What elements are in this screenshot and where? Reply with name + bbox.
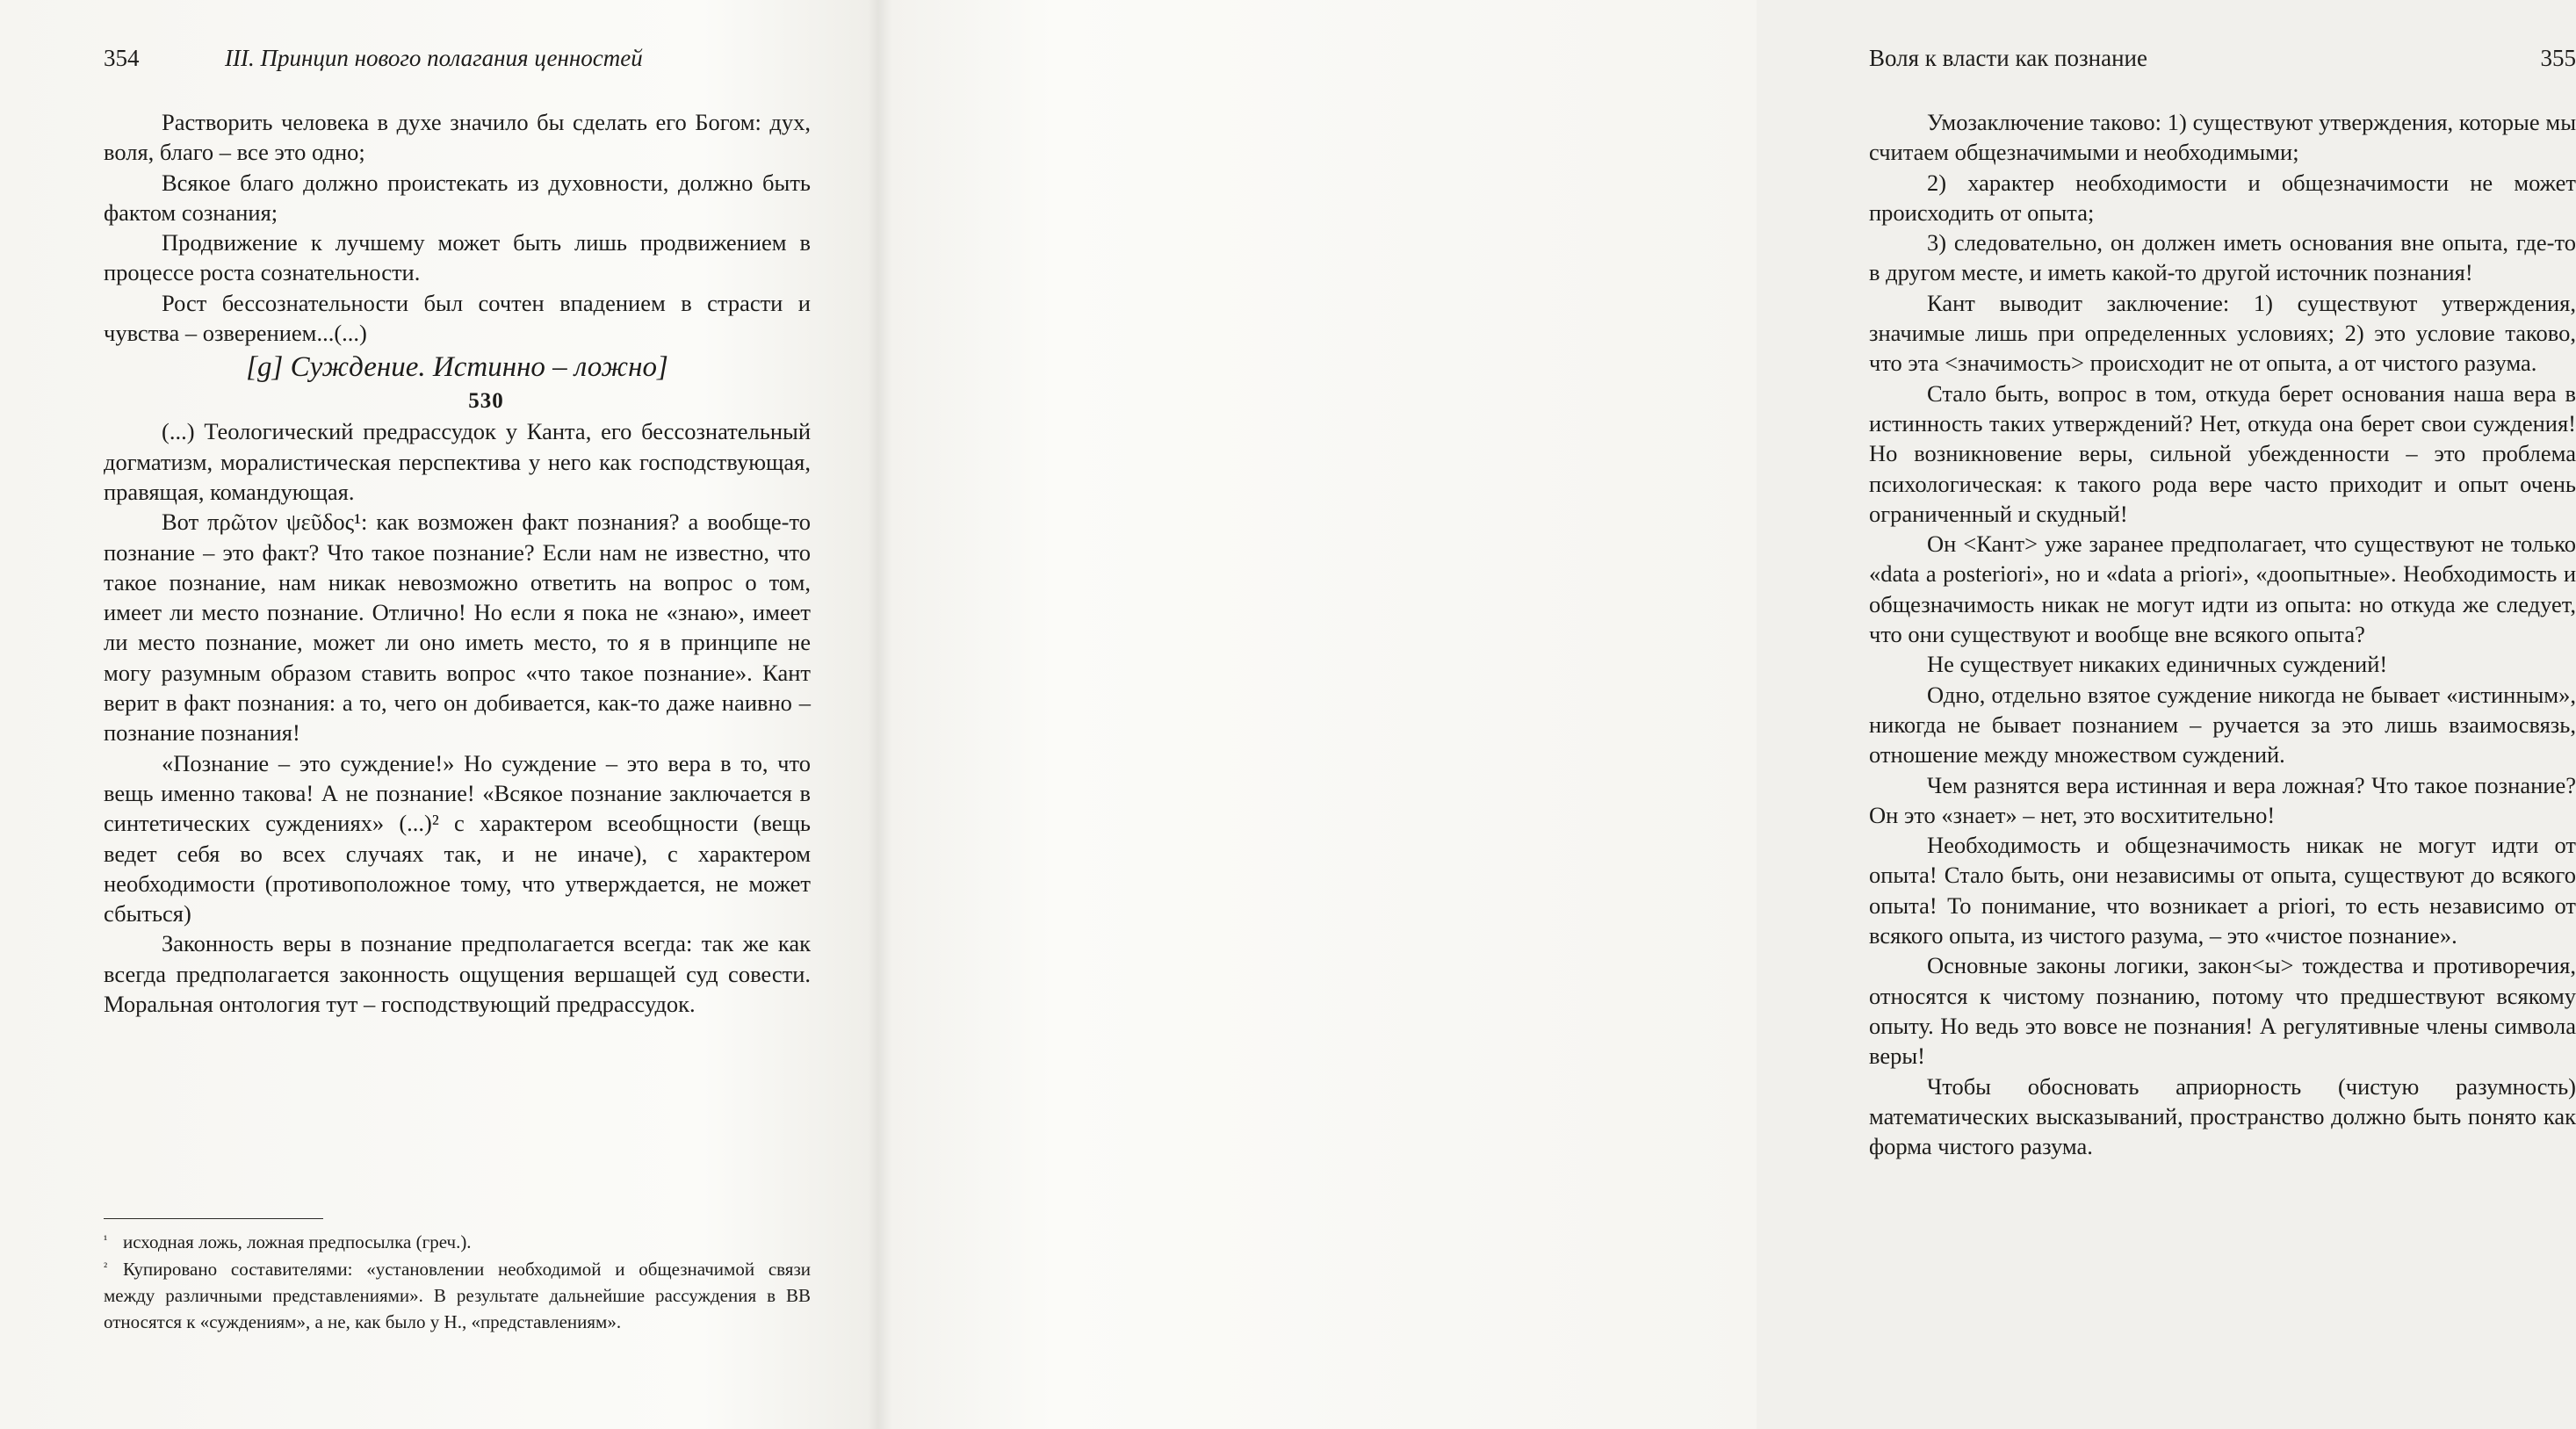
paragraph: Рост бессознательности был сочтен впадением в страсти и чувства – озверением...(...) <box>104 289 811 347</box>
section-number: 530 <box>468 389 504 414</box>
paragraph: Всякое благо должно проистекать из духовности, должно быть фактом сознания; <box>104 169 811 226</box>
left-running-title: III. Принцип нового полагания ценностей <box>225 45 643 71</box>
footnote-rule <box>104 1218 323 1219</box>
paragraph: Необходимость и общезначимость никак не могут идти от опыта! Стало быть, они независимы от опыта, существуют до всякого опыта! То понимание, что возникает a priori, то есть независимо от всякого опыта, из чистого разума, – это «чистое познание». <box>1869 832 2576 949</box>
left-page <box>0 0 878 1429</box>
paragraph: Растворить человека в духе значило бы сделать его Богом: дух, воля, благо – все это одно; <box>104 109 811 166</box>
paragraph: Чем разнятся вера истинная и вера ложная? Что такое познание? Он это «знает» – нет, это восхитительно! <box>1869 771 2576 828</box>
paragraph: Вот πρῶτον ψεῦδος¹: как возможен факт познания? а вообще-то познание – это факт? Что такое познание? Если нам не известно, что такое познание, нам никак невозможно ответить на вопрос о том, имеет ли место познание. Отлично! Но если я пока не «знаю», имеет ли место познание, может ли оно иметь место, то я в принципе не могу разумным образом ставить вопрос «что такое познание». Кант верит в факт познания: а то, чего он добивается, как-то даже наивно – познание познания! <box>104 509 811 747</box>
right-running-title: Воля к власти как познание <box>1869 45 2147 71</box>
left-body-text <box>104 107 811 1019</box>
right-page-number: 355 <box>2540 45 2576 71</box>
left-running-head <box>104 40 811 76</box>
paragraph: Не существует никаких единичных суждений! <box>1927 651 2388 678</box>
paragraph: Основные законы логики, закон<ы> тождества и противоречия, относятся к чистому познанию, потому что предшествуют всякому опыту. Но ведь это вовсе не познания! А регулятивные члены символа веры! <box>1869 952 2576 1070</box>
left-page-number: 354 <box>104 45 140 71</box>
section-heading: [g] Суждение. Истинно – ложно] <box>246 351 668 384</box>
paragraph: «Познание – это суждение!» Но суждение – это вера в то, что вещь именно такова! А не познание! «Всякое познание заключается в синтетических суждениях» (...)² с характером всеобщности (вещь ведет себя во всех случаях так, и не иначе), с характером необходимости (противоположное тому, что утверждается, не может сбыться) <box>104 749 811 927</box>
paragraph: Продвижение к лучшему может быть лишь продвижением в процессе роста сознательности. <box>104 229 811 286</box>
paragraph: Кант выводит заключение: 1) существуют утверждения, значимые лишь при определенных условиях; 2) это условие таково, что эта <значимость> происходит не от опыта, а от чистого разума. <box>1869 289 2576 377</box>
footnote <box>104 1228 811 1255</box>
right-running-head <box>1869 40 2576 76</box>
paragraph: Чтобы обосновать априорность (чистую разумность) математических высказываний, пространство должно быть понято как форма чистого разума. <box>1869 1072 2576 1160</box>
footnote-mark: ² <box>104 1261 108 1274</box>
right-page <box>878 0 2576 1429</box>
footnote-mark: ¹ <box>104 1234 108 1247</box>
paragraph: (...) Теологический предрассудок у Канта, его бессознательный догматизм, моралистическая перспектива у него как господствующая, правящая, командующая. <box>104 418 811 505</box>
footnotes <box>104 1228 811 1335</box>
paragraph: Он <Кант> уже заранее предполагает, что существуют не только «data a posteriori», но и «data a priori», «доопытные». Необходимость и общезначимость никак не могут идти из опыта: но откуда же следует, что они существуют и вообще вне всякого опыта? <box>1869 530 2576 648</box>
footnote-text: Купировано составителями: «установлении необходимой и общезначимой связи между различными представлениями». В результате дальнейшие рассуждения в ВВ относятся к «суждениям», а не, как было у Н., «представлениям». <box>104 1259 811 1332</box>
paragraph: 2) характер необходимости и общезначимости не может происходить от опыта; <box>1869 169 2576 226</box>
footnote <box>104 1255 811 1335</box>
paragraph: Законность веры в познание предполагается всегда: так же как всегда предполагается законность ощущения вершащей суд совести. Моральная онтология тут – господствующий предрассудок. <box>104 930 811 1018</box>
paragraph: 3) следовательно, он должен иметь основания вне опыта, где-то в другом месте, и иметь какой-то другой источник познания! <box>1869 229 2576 286</box>
paragraph: Одно, отдельно взятое суждение никогда не бывает «истинным», никогда не бывает познанием – ручается за это лишь взаимосвязь, отношение между множеством суждений. <box>1869 681 2576 769</box>
right-body-text <box>1869 107 2576 1161</box>
footnote-text: исходная ложь, ложная предпосылка (греч.). <box>123 1231 472 1252</box>
paragraph: Умозаключение таково: 1) существуют утверждения, которые мы считаем общезначимыми и необходимыми; <box>1869 109 2576 166</box>
paragraph: Стало быть, вопрос в том, откуда берет основания наша вера в истинность таких утверждений? Нет, откуда она берет свои суждения! Но возникновение веры, сильной убежденности – это проблема психологическая: к такого рода вере часто приходит и опыт очень ограниченный и скудный! <box>1869 379 2576 527</box>
